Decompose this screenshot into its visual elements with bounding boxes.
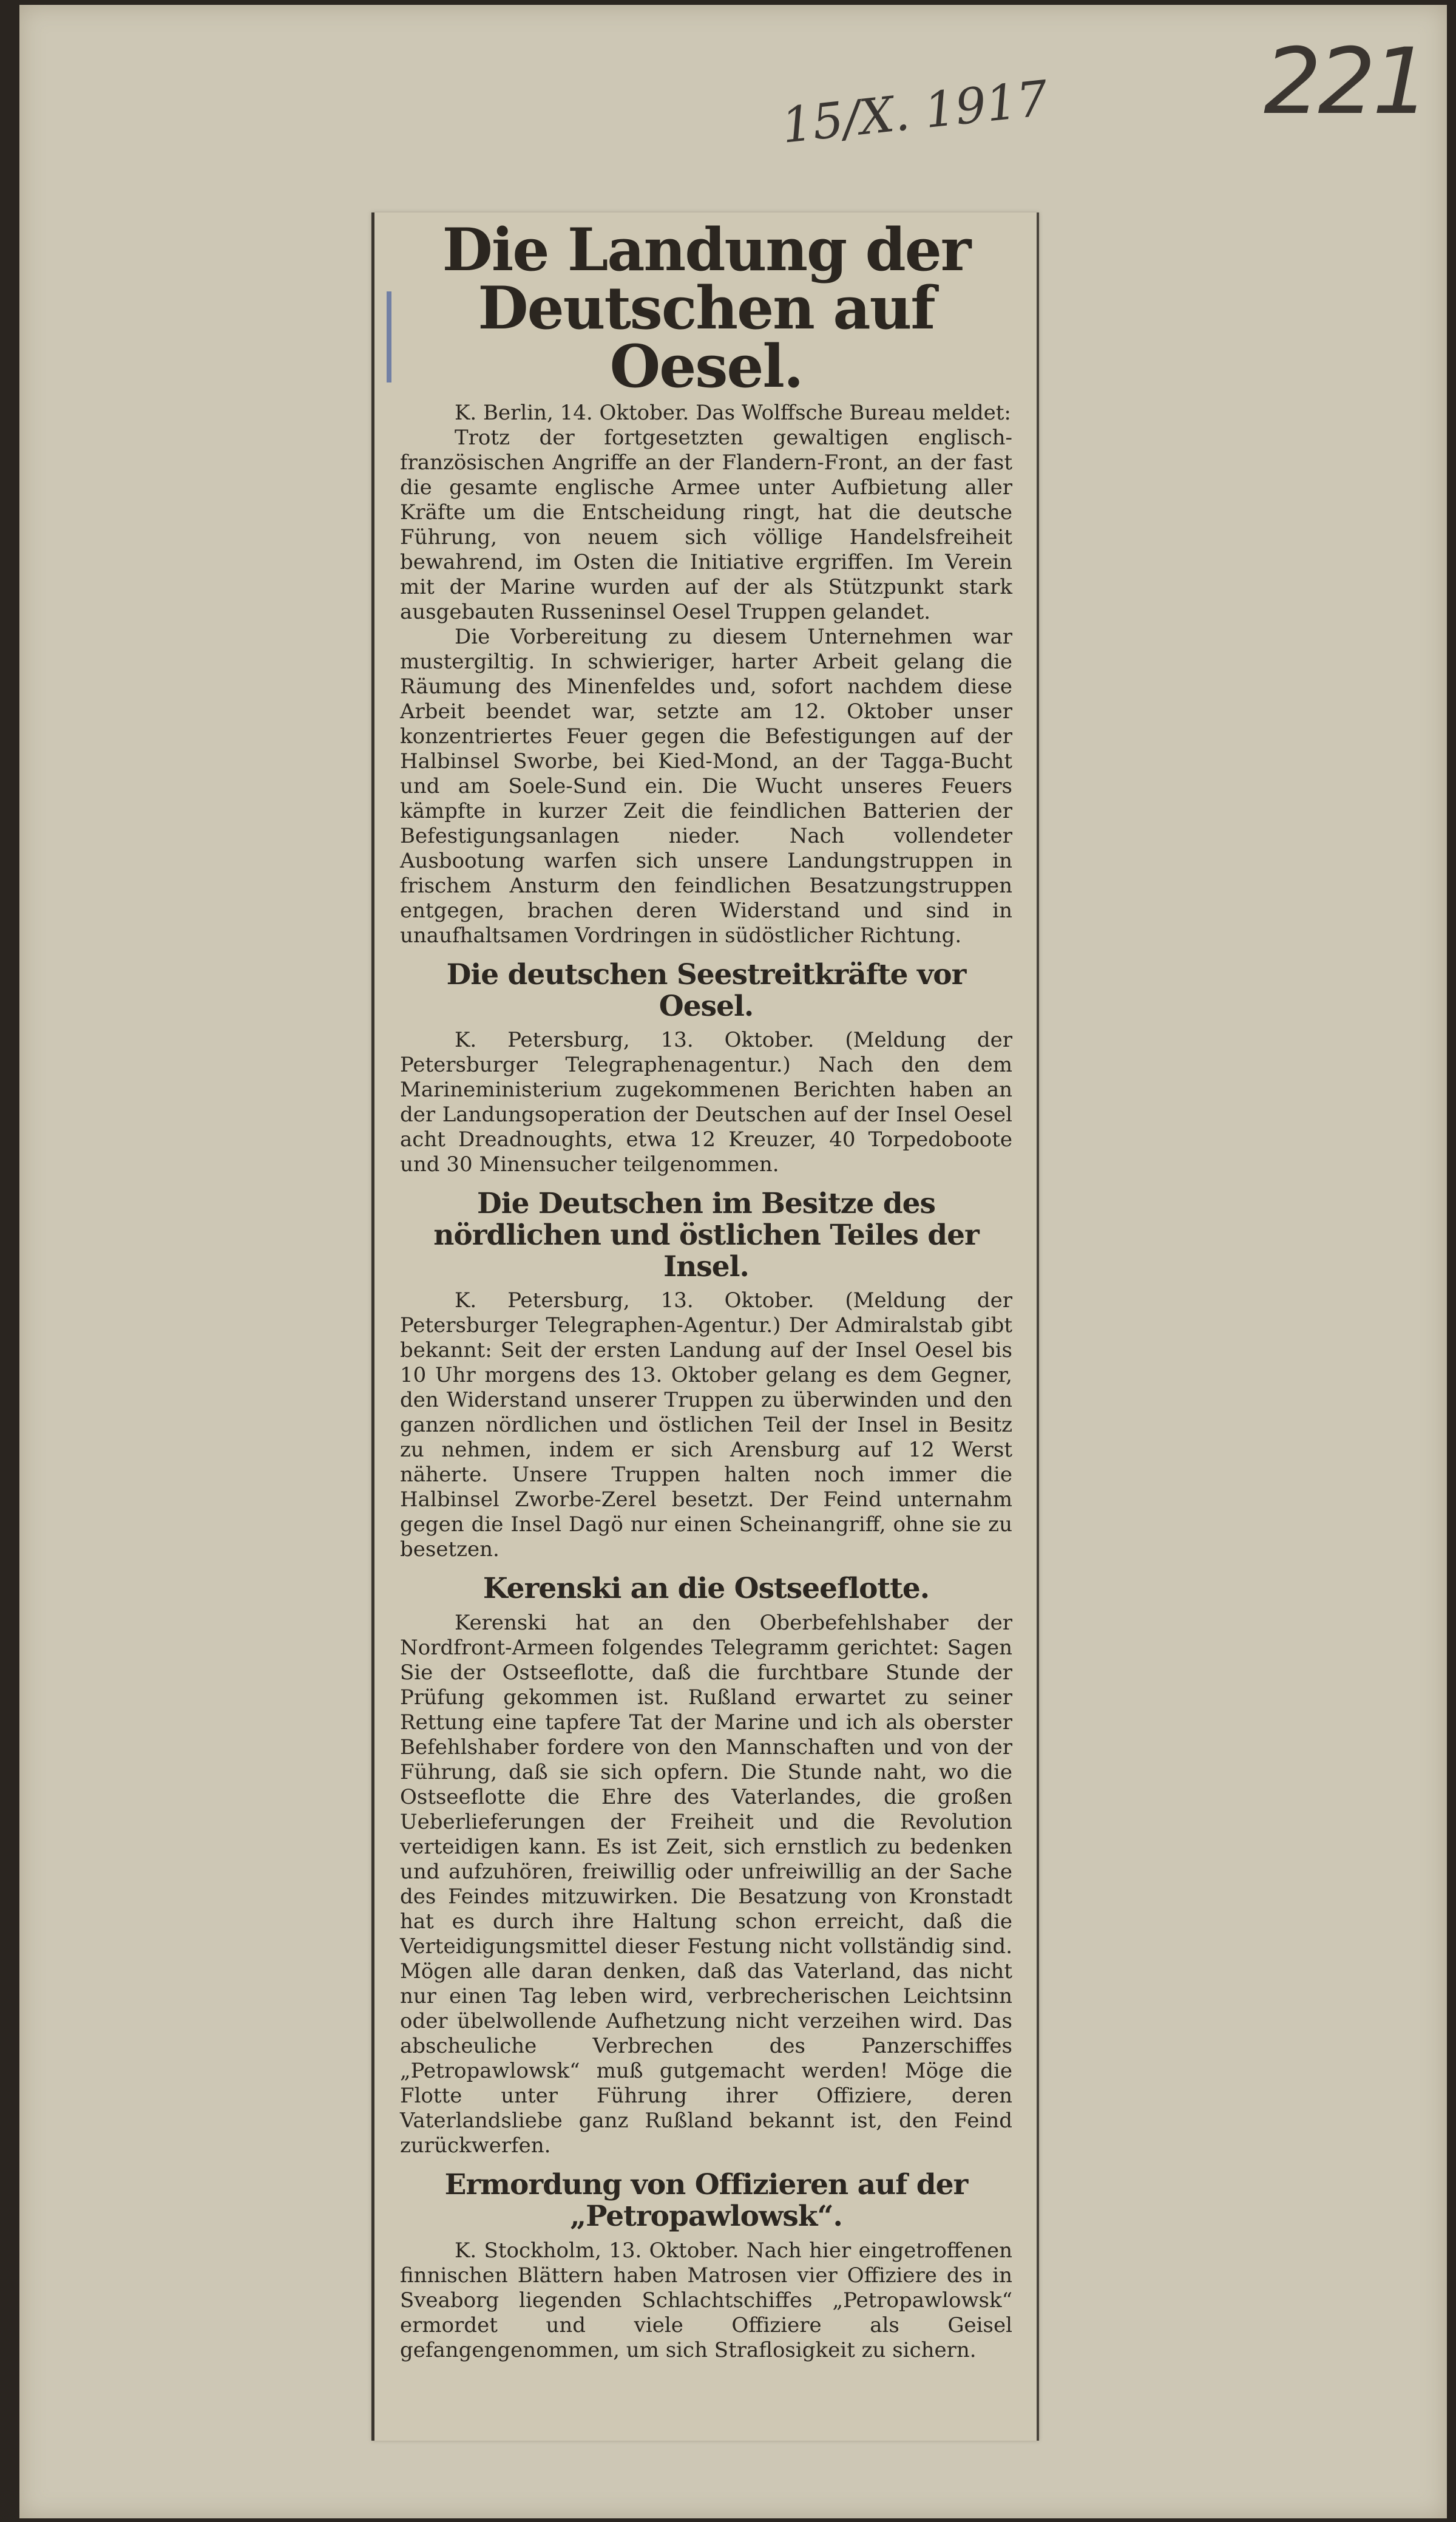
- subheading-kerenski: Kerenski an die Ostseeflotte.: [483, 1572, 930, 1606]
- subheading-ermordung: Ermordung von Offizieren auf der „Petropawlowsk“.: [444, 2168, 968, 2233]
- article-paragraph-6: K. Stockholm, 13. Oktober. Nach hier eingetroffenen finnischen Blättern haben Matrosen vier Offiziere des in Sveaborg liegenden Schlachtschiffes „Petropawlowsk“ ermordet und viele Offiziere als Geisel gefangengenommen, um sich Straflosigkeit zu sichern.: [400, 2238, 1012, 2362]
- article-paragraph-4: K. Petersburg, 13. Oktober. (Meldung der Petersburger Telegraphen-Agentur.) Der Admiralstab gibt bekannt: Seit der ersten Landung auf der Insel Oesel bis 10 Uhr morgens des 13. Oktober gelang es dem Gegner, den Widerstand unserer Truppen zu überwinden und den ganzen nördlichen und östlichen Teil der Insel in Besitz zu nehmen, indem er sich Arensburg auf 12 Werst näherte. Unsere Truppen halten noch immer die Halbinsel Zworbe-Zerel besetzt. Der Feind unternahm gegen die Insel Dagö nur einen Scheinangriff, ohne sie zu besetzen.: [400, 1288, 1012, 1562]
- subheading-seestreitkraefte: Die deutschen Seestreitkräfte vor Oesel.: [446, 958, 966, 1023]
- article-paragraph-5: Kerenski hat an den Oberbefehlshaber der Nordfront-Armeen folgendes Telegramm gerichtet: Sagen Sie der Ostseeflotte, daß die furchtbare Stunde der Prüfung gekommen ist. Rußland erwartet zu seiner Rettung eine tapfere Tat der Marine und ich als oberster Befehlshaber fordere von den Mannschaften und von der Führung, daß sie sich opfern. Die Stunde naht, wo die Ostseeflotte die Ehre des Vaterlandes, die großen Ueberlieferungen der Freiheit und die Revolution verteidigen kann. Es ist Zeit, sich ernstlich zu bedenken und aufzuhören, freiwillig oder unfreiwillig an der Sache des Feindes mitzuwirken. Die Besatzung von Kronstadt hat es durch ihre Haltung schon erreicht, daß die Verteidigungsmittel dieser Festung nicht vollständig sind. Mögen alle daran denken, daß das Vaterland, das nicht nur einen Tag leben wird, verbrecherischen Leichtsinn oder übelwollende Aufhetzung nicht verzeihen wird. Das abscheuliche Verbrechen des Panzerschiffes „Petropawlowsk“ muß gutgemacht werden! Möge die Flotte unter Führung ihrer Offiziere, deren Vaterlandsliebe ganz Rußland bekannt ist, den Feind zurückwerfen.: [400, 1611, 1012, 2158]
- article-paragraph-2: Die Vorbereitung zu diesem Unternehmen war mustergiltig. In schwieriger, harter Arbeit gelang die Räumung des Minenfeldes und, sofort nachdem diese Arbeit beendet war, setzte am 12. Oktober unser konzentriertes Feuer gegen die Befestigungen auf der Halbinsel Sworbe, bei Kied-Mond, an der Tagga-Bucht und am Soele-Sund ein. Die Wucht unseres Feuers kämpfte in kurzer Zeit die feindlichen Batterien der Befestigungsanlagen nieder. Nach vollendeter Ausbootung warfen sich unsere Landungstruppen in frischem Ansturm den feindlichen Besatzungstruppen entgegen, brachen deren Widerstand und sind in unaufhaltsamen Vordringen in südöstlicher Richtung.: [400, 625, 1012, 948]
- handwritten-date: 15/X. 1917: [779, 70, 1051, 154]
- subheading-besitz: Die Deutschen im Besitze des nördlichen und östlichen Teiles der Insel.: [433, 1187, 979, 1283]
- headline: Die Landung der Deutschen auf Oesel.: [442, 216, 970, 401]
- newspaper-clipping: [371, 212, 1039, 2441]
- archive-sheet: [19, 5, 1447, 2518]
- article-paragraph-3: K. Petersburg, 13. Oktober. (Meldung der Petersburger Telegraphenagentur.) Nach den dem Marineministerium zugekommenen Berichten haben an der Landungsoperation der Deutschen auf der Insel Oesel acht Dreadnoughts, etwa 12 Kreuzer, 40 Torpedoboote und 30 Minensucher teilgenommen.: [400, 1028, 1012, 1177]
- article-paragraph-1: Trotz der fortgesetzten gewaltigen englisch-französischen Angriffe an der Flandern-Front, an der fast die gesamte englische Armee unter Aufbietung aller Kräfte um die Entscheidung ringt, hat die deutsche Führung, von neuem sich völlige Handelsfreiheit bewahrend, im Osten die Initiative ergriffen. Im Verein mit der Marine wurden auf der als Stützpunkt stark ausgebauten Russeninsel Oesel Truppen gelandet.: [400, 426, 1012, 624]
- folio-number: 221: [1264, 29, 1427, 135]
- intro-dateline: K. Berlin, 14. Oktober. Das Wolffsche Bureau meldet:: [455, 401, 1011, 425]
